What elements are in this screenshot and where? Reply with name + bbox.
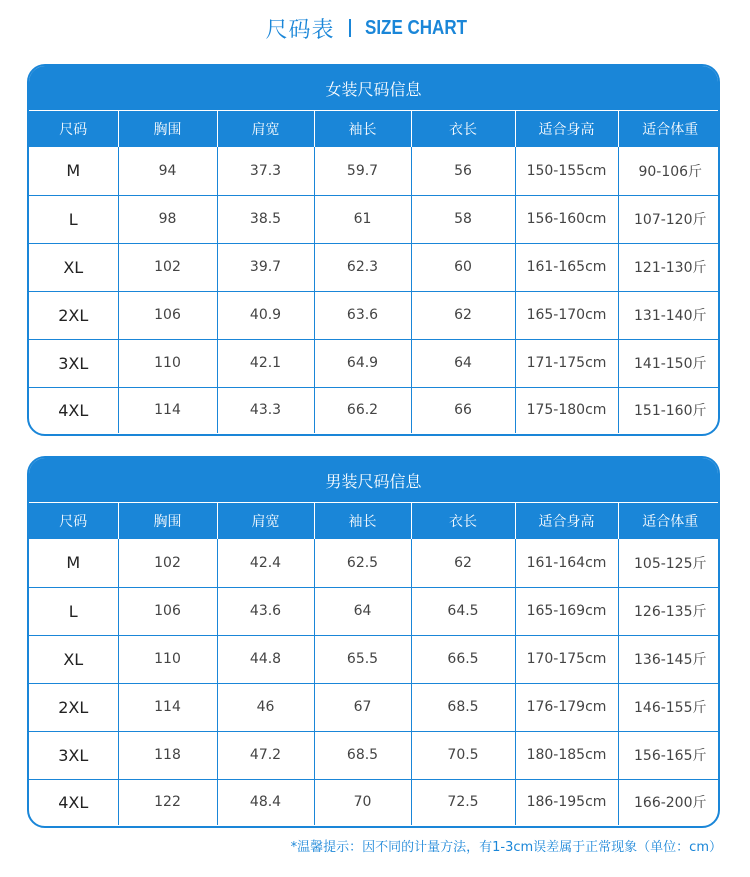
column-header-shoulder: 肩宽	[217, 503, 314, 539]
length-cell: 72.5	[411, 779, 515, 825]
length-cell: 66	[411, 387, 515, 433]
chest-cell: 106	[118, 291, 217, 339]
column-header-size: 尺码	[29, 111, 118, 147]
shoulder-cell: 47.2	[217, 731, 314, 779]
weight-cell: 141-150斤	[618, 339, 720, 387]
column-header-weight: 适合体重	[618, 503, 720, 539]
length-cell: 64.5	[411, 587, 515, 635]
table-row	[29, 291, 720, 339]
column-header-sleeve: 袖长	[314, 503, 411, 539]
height-cell: 156-160cm	[515, 195, 618, 243]
sleeve-cell: 64	[314, 587, 411, 635]
size-cell: L	[29, 195, 118, 243]
shoulder-cell: 46	[217, 683, 314, 731]
women-size-table	[29, 111, 720, 433]
column-header-chest: 胸围	[118, 111, 217, 147]
height-cell: 170-175cm	[515, 635, 618, 683]
sleeve-cell: 63.6	[314, 291, 411, 339]
shoulder-cell: 43.3	[217, 387, 314, 433]
sleeve-cell: 62.5	[314, 539, 411, 587]
height-cell: 161-165cm	[515, 243, 618, 291]
height-cell: 161-164cm	[515, 539, 618, 587]
chest-cell: 110	[118, 339, 217, 387]
table-row	[29, 387, 720, 433]
length-cell: 66.5	[411, 635, 515, 683]
size-cell: 2XL	[29, 291, 118, 339]
size-cell: 3XL	[29, 731, 118, 779]
table-row	[29, 683, 720, 731]
shoulder-cell: 43.6	[217, 587, 314, 635]
sleeve-cell: 70	[314, 779, 411, 825]
shoulder-cell: 40.9	[217, 291, 314, 339]
height-cell: 150-155cm	[515, 147, 618, 195]
height-cell: 165-170cm	[515, 291, 618, 339]
chest-cell: 106	[118, 587, 217, 635]
table-row	[29, 731, 720, 779]
shoulder-cell: 44.8	[217, 635, 314, 683]
sleeve-cell: 59.7	[314, 147, 411, 195]
title-divider	[349, 19, 351, 37]
size-cell: 4XL	[29, 779, 118, 825]
shoulder-cell: 42.1	[217, 339, 314, 387]
chest-cell: 118	[118, 731, 217, 779]
column-header-weight: 适合体重	[618, 111, 720, 147]
table-row	[29, 243, 720, 291]
chest-cell: 114	[118, 683, 217, 731]
table-row	[29, 339, 720, 387]
column-header-length: 衣长	[411, 111, 515, 147]
length-cell: 56	[411, 147, 515, 195]
weight-cell: 107-120斤	[618, 195, 720, 243]
height-cell: 165-169cm	[515, 587, 618, 635]
weight-cell: 126-135斤	[618, 587, 720, 635]
shoulder-cell: 42.4	[217, 539, 314, 587]
column-header-height: 适合身高	[515, 111, 618, 147]
weight-cell: 156-165斤	[618, 731, 720, 779]
size-cell: M	[66, 553, 81, 573]
height-cell: 175-180cm	[515, 387, 618, 433]
weight-cell: 121-130斤	[618, 243, 720, 291]
shoulder-cell: 48.4	[217, 779, 314, 825]
height-cell: 180-185cm	[515, 731, 618, 779]
shoulder-cell: 38.5	[217, 195, 314, 243]
weight-cell: 146-155斤	[618, 683, 720, 731]
weight-cell: 136-145斤	[618, 635, 720, 683]
chest-cell: 122	[118, 779, 217, 825]
weight-cell: 90-106斤	[618, 147, 720, 195]
table-header-row	[29, 503, 720, 539]
size-cell: L	[29, 587, 118, 635]
men-size-table	[29, 503, 720, 825]
length-cell: 60	[411, 243, 515, 291]
table-header-row	[29, 111, 720, 147]
table-row	[29, 779, 720, 825]
length-cell: 70.5	[411, 731, 515, 779]
weight-cell: 151-160斤	[618, 387, 720, 433]
column-header-sleeve: 袖长	[314, 111, 411, 147]
weight-cell: 105-125斤	[618, 539, 720, 587]
size-cell: 2XL	[29, 683, 118, 731]
page-header	[0, 8, 750, 48]
table-row	[29, 587, 720, 635]
sleeve-cell: 62.3	[314, 243, 411, 291]
table-row	[29, 539, 720, 587]
height-cell: 186-195cm	[515, 779, 618, 825]
shoulder-cell: 37.3	[217, 147, 314, 195]
weight-cell: 131-140斤	[618, 291, 720, 339]
column-header-size: 尺码	[29, 503, 118, 539]
length-cell: 62	[411, 291, 515, 339]
chest-cell: 110	[118, 635, 217, 683]
column-header-height: 适合身高	[515, 503, 618, 539]
page-title-english: SIZE CHART	[364, 16, 467, 39]
table-row	[29, 635, 720, 683]
table-row	[29, 147, 720, 195]
shoulder-cell: 39.7	[217, 243, 314, 291]
length-cell: 64	[411, 339, 515, 387]
size-cell: 3XL	[29, 339, 118, 387]
page-title-chinese: 尺码表	[265, 17, 335, 43]
length-cell: 68.5	[411, 683, 515, 731]
sleeve-cell: 68.5	[314, 731, 411, 779]
length-cell: 58	[411, 195, 515, 243]
weight-cell: 166-200斤	[618, 779, 720, 825]
chest-cell: 94	[118, 147, 217, 195]
men-size-table-block	[27, 456, 720, 828]
table-row	[29, 195, 720, 243]
length-cell: 62	[411, 539, 515, 587]
measurement-footnote: *温馨提示：因不同的计量方法，有1-3cm误差属于正常现象（单位：cm）	[290, 840, 722, 855]
height-cell: 171-175cm	[515, 339, 618, 387]
men-table-title: 男装尺码信息	[29, 458, 718, 503]
column-header-chest: 胸围	[118, 503, 217, 539]
chest-cell: 102	[118, 539, 217, 587]
sleeve-cell: 61	[314, 195, 411, 243]
size-cell: XL	[29, 635, 118, 683]
chest-cell: 114	[118, 387, 217, 433]
sleeve-cell: 66.2	[314, 387, 411, 433]
column-header-shoulder: 肩宽	[217, 111, 314, 147]
size-cell: XL	[29, 243, 118, 291]
women-table-title: 女装尺码信息	[29, 66, 718, 111]
size-cell: M	[66, 161, 81, 181]
sleeve-cell: 67	[314, 683, 411, 731]
height-cell: 176-179cm	[515, 683, 618, 731]
sleeve-cell: 64.9	[314, 339, 411, 387]
chest-cell: 102	[118, 243, 217, 291]
size-cell: 4XL	[29, 387, 118, 433]
women-size-table-block	[27, 64, 720, 436]
chest-cell: 98	[118, 195, 217, 243]
sleeve-cell: 65.5	[314, 635, 411, 683]
column-header-length: 衣长	[411, 503, 515, 539]
